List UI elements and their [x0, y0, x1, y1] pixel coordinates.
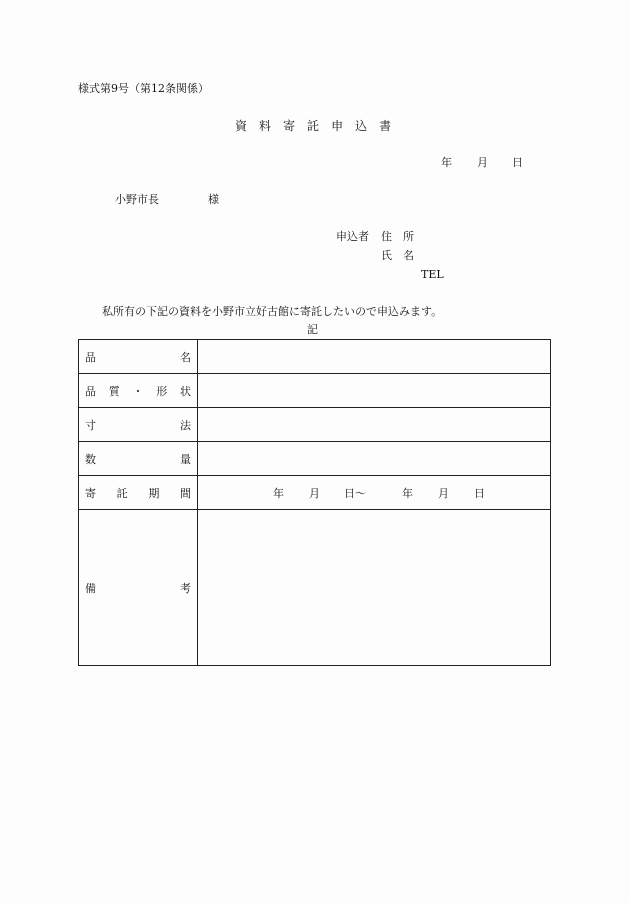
- period-year-start: 年: [273, 486, 284, 500]
- label-quantity: 数 量: [79, 442, 198, 476]
- deposit-period-field[interactable]: [198, 476, 551, 510]
- period-day-end: 日: [474, 486, 485, 500]
- label-deposit-period: 寄 託 期 間: [79, 476, 198, 510]
- addressee-honorific: 様: [208, 193, 219, 206]
- date-year: 年: [441, 156, 452, 169]
- title-char: 書: [379, 119, 392, 133]
- dimensions-field[interactable]: [198, 408, 551, 442]
- label-remarks: 備 考: [79, 510, 198, 666]
- period-day-start: 日〜: [344, 486, 366, 500]
- label-item-name: 品 名: [79, 340, 198, 374]
- period-month-start: 月: [309, 486, 320, 500]
- applicant-label: 申込者: [336, 230, 369, 243]
- applicant-tel-label: TEL: [421, 268, 444, 281]
- form-title: [235, 119, 391, 133]
- label-quality-shape: 品 質 ・ 形 状: [79, 374, 198, 408]
- quantity-field[interactable]: [198, 442, 551, 476]
- quality-shape-field[interactable]: [198, 374, 551, 408]
- table-row: [79, 374, 551, 408]
- table-row: [79, 340, 551, 374]
- date-day: 日: [512, 156, 523, 169]
- period-month-end: 月: [438, 486, 449, 500]
- item-name-field[interactable]: [198, 340, 551, 374]
- period-year-end: 年: [402, 486, 413, 500]
- title-char: 申: [331, 119, 344, 133]
- title-char: 料: [259, 119, 272, 133]
- table-row: [79, 408, 551, 442]
- title-char: 託: [307, 119, 320, 133]
- date-month: 月: [477, 156, 488, 169]
- statement: 私所有の下記の資料を小野市立好古館に寄託したいので申込みます。: [102, 305, 443, 318]
- title-char: 込: [355, 119, 368, 133]
- application-table: [78, 339, 551, 666]
- applicant-name-label: 氏 名: [381, 249, 414, 262]
- form-number: 様式第9号（第12条関係）: [78, 82, 209, 95]
- applicant-address-label: 住 所: [381, 230, 414, 243]
- title-char: 資: [235, 119, 248, 133]
- table-row: [79, 442, 551, 476]
- ki-label: 記: [307, 323, 318, 336]
- title-char: 寄: [283, 119, 296, 133]
- table-row: [79, 476, 551, 510]
- remarks-field[interactable]: [198, 510, 551, 666]
- label-dimensions: 寸 法: [79, 408, 198, 442]
- table-row: [79, 510, 551, 666]
- addressee-name: 小野市長: [115, 193, 159, 206]
